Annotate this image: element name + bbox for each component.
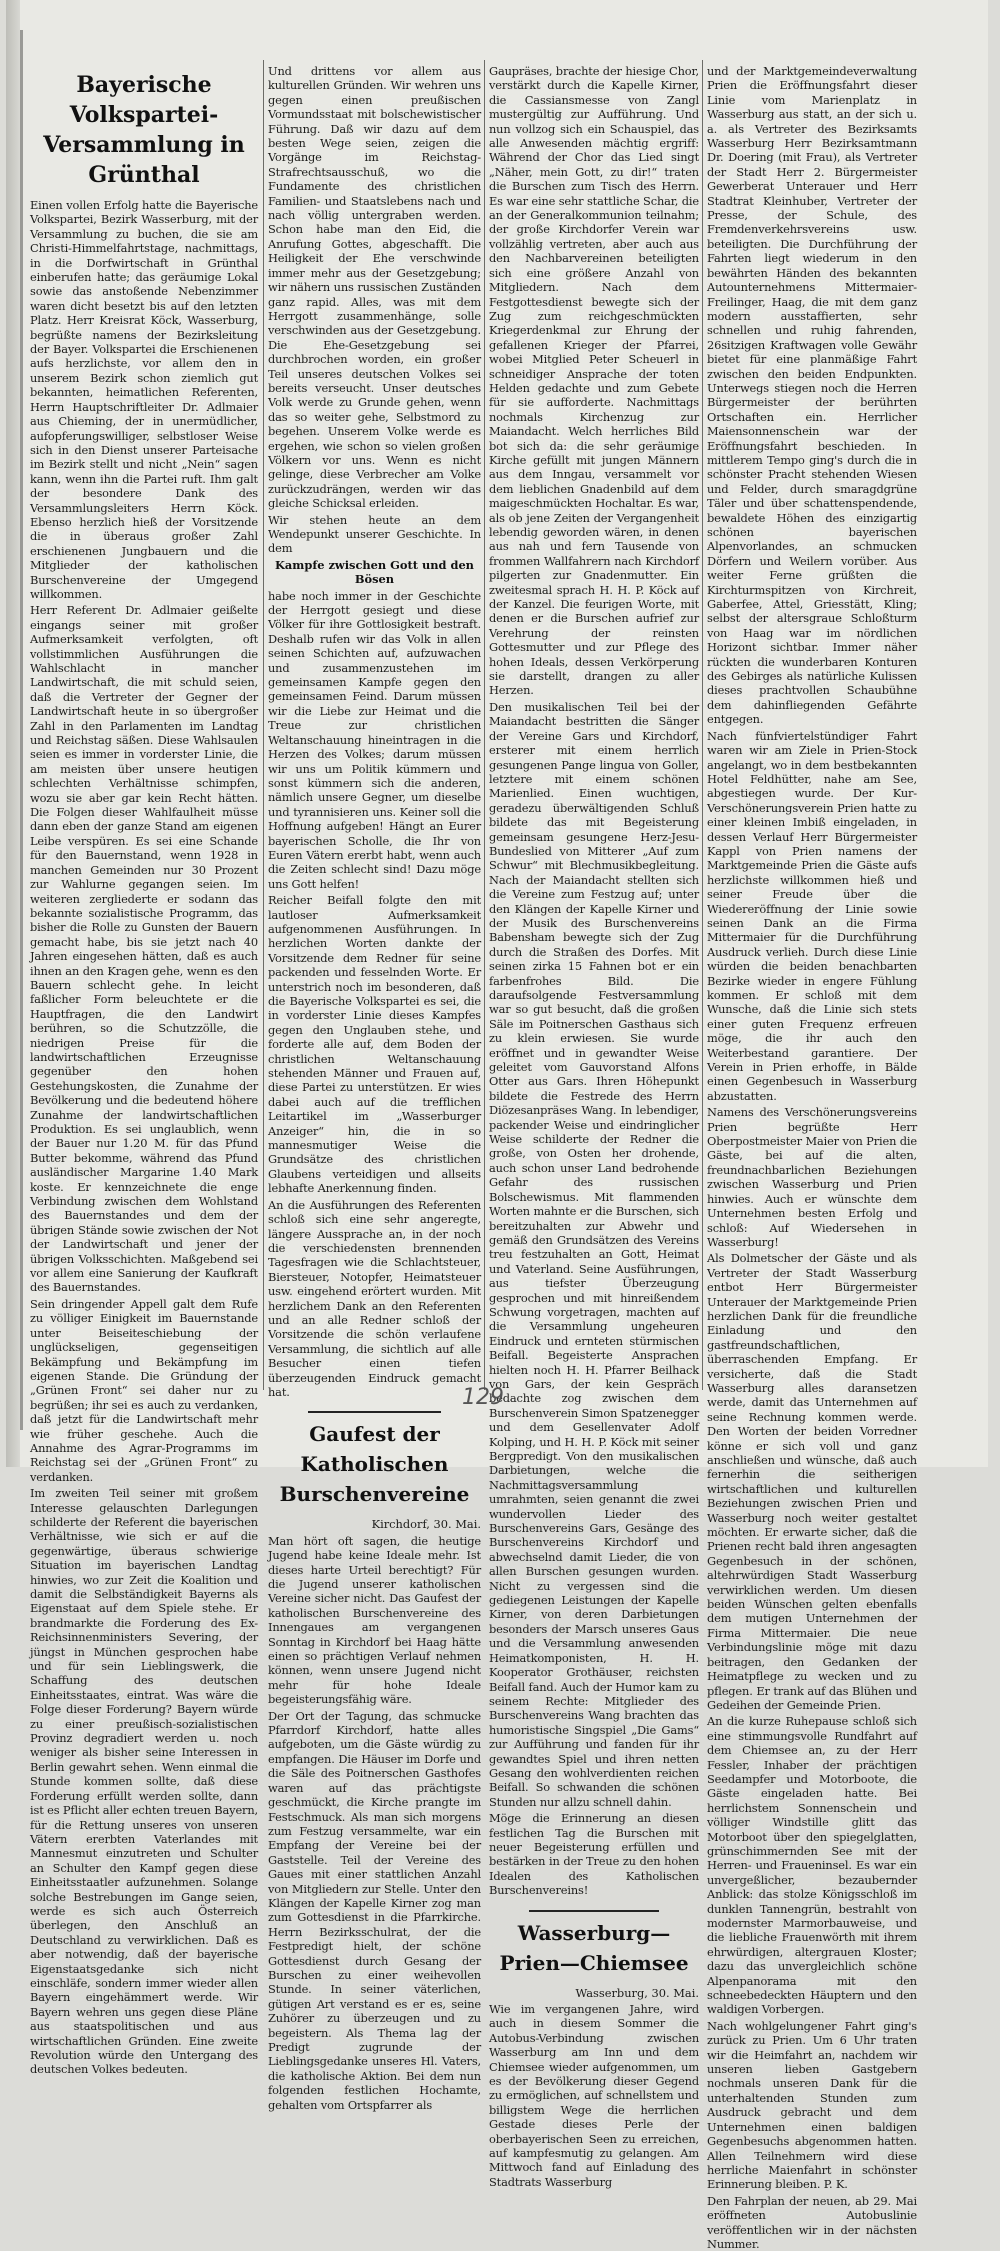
- column-4: [707, 64, 917, 2251]
- article-paragraph: Gaupräses, brachte der hiesige Chor, verstärkt durch die Kapelle Kirner, die Cassiansmesse von Zangl mustergültig zur Aufführung. Und nun vollzog sich ein Schauspiel, das alle Anwesenden mächtig ergriff: Während der Chor das Lied singt „Näher, mein Gott, zu dir!“ traten die Burschen zum Tisch des Herrn. Es war eine sehr stattliche Schar, die an der Generalkommunion teilnahm; der große Kirchdorfer Verein war vollzählig vertreten, aber auch aus den Nachbarvereinen beteiligten sich eine größere Anzahl von Mitgliedern. Nach dem Festgottesdienst bewegte sich der Zug zum reichgeschmückten Kriegerdenkmal zur Ehrung der gefallenen Krieger der Pfarrei, wobei Mitglied Peter Scheuerl in schneidiger Ansprache der toten Helden gedachte und zum Gebete für sie aufforderte. Nachmittags nochmals Kirchenzug zur Maiandacht. Welch herrliches Bild bot sich da: die sehr geräumige Kirche gefüllt mit jungen Männern aus dem Inngau, versammelt vor dem lieblichen Gnadenbild auf dem maigeschmückten Hochaltar. Es war, als ob jene Zeiten der Vergangenheit lebendig geworden wären, in denen aus nah und fern Tausende von frommen Wallfahrern nach Kirchdorf pilgerten zur Gnadenmutter. Ein zweitesmal sprach H. H. P. Köck auf der Kanzel. Die feurigen Worte, mit denen er die Burschen aufrief zur Verehrung der reinsten Gottesmutter und zur Pflege des hohen Ideals, dessen Verkörperung sie darstellt, drangen zu aller Herzen.: [489, 64, 699, 698]
- article-paragraph: habe noch immer in der Geschichte der Herrgott gesiegt und diese Völker für ihre Gottlosigkeit bestraft. Deshalb rufen wir das Volk in allen seinen Schichten auf, aufzuwachen und zusammenzustehen im gemeinsamen Kampfe gegen den gemeinsamen Feind. Darum müssen wir die Liebe zur Heimat und die Treue zur christlichen Weltanschauung hineintragen in die Herzen des Volkes; darum müssen wir uns um Politik kümmern und sonst kümmern sich die anderen, nämlich unsere Gegner, um dieselbe und tyrannisieren uns. Keiner soll die Hoffnung aufgeben! Hängt an Eurer bayerischen Scholle, die Ihr von Euren Vätern ererbt habt, wenn auch die Zeiten schlecht sind! Dazu möge uns Gott helfen!: [268, 588, 481, 891]
- article-paragraph: und der Marktgemeindeverwaltung Prien die Eröffnungsfahrt dieser Linie vom Marienplatz in Wasserburg aus statt, an der sich u. a. als Vertreter des Bezirksamts Wasserburg Herr Bezirksamtmann Dr. Doering (mit Frau), als Vertreter der Stadt Herr 2. Bürgermeister Gewerberat Unterauer und Herr Stadtrat Kleinhuber, Vertreter der Presse, der Schule, des Fremdenverkehrsvereins usw. beteiligten. Die Durchführung der Fahrten liegt wiederum in den bewährten Händen des bekannten Autounternehmens Mittermaier-Freilinger, Haag, die mit dem ganz modern ausstaffierten, sehr schnellen und ruhig fahrenden, 26sitzigen Kraftwagen volle Gewähr bietet für eine planmäßige Fahrt zwischen den beiden Endpunkten. Unterwegs stiegen noch die Herren Bürgermeister der berührten Ortschaften ein. Herrlicher Maiensonnenschein war der Eröffnungsfahrt beschieden. In mittlerem Tempo ging's durch die in schönster Pracht stehenden Wiesen und Felder, durch smaragdgrüne Täler und über schattenspendende, bewaldete Höhen des einzigartig schönen bayerischen Alpenvorlandes, an schmucken Dörfern und Weilern vorüber. Aus weiter Ferne grüßten die Kirchturmspitzen von Kirchreit, Gaberfee, Attel, Griesstätt, Kling; selbst der altersgraue Schloßturm von Haag war im nördlichen Horizont sichtbar. Immer näher rückten die wunderbaren Konturen des Gebirges als natürliche Kulissen dieses prachtvollen Schaubühne dem dahinfliegenden Gefährte entgegen.: [707, 64, 917, 727]
- handwritten-page-number: 129: [462, 1385, 504, 1410]
- article-headline: Wasserburg—Prien—Chiemsee: [499, 1920, 689, 1975]
- column-rule-2: [484, 60, 485, 1390]
- article-paragraph: Als Dolmetscher der Gäste und als Vertreter der Stadt Wasserburg entbot Herr Bürgermeister Unterauer der Marktgemeinde Prien herzlichen Dank für die freundliche Einladung und den gastfreundschaftlichen, überraschenden Empfang. Er versicherte, daß die Stadt Wasserburg alles daransetzen werde, damit das Unternehmen auf seine Rechnung kommen werde. Den Worten der beiden Vorredner könne er sich voll und ganz anschließen und wünsche, daß auch fernerhin die seitherigen wirtschaftlichen und kulturellen Beziehungen zwischen Prien und Wasserburg noch weiter gestaltet möchten. Er erwarte sicher, daß die Prienen recht bald ihren angesagten Gegenbesuch in der schönen, altehrwürdigen Stadt Wasserburg verwirklichen werden. Um diesen beiden Wünschen gelten ebenfalls dem mutigen Unternehmen der Firma Mittermaier. Die neue Verbindungslinie möge mit dazu beitragen, den Gedanken der Heimatpflege zu wecken und zu pflegen. Er trank auf das Blühen und Gedeihen der Gemeinde Prien.: [707, 1251, 917, 1712]
- section-separator: [308, 1411, 441, 1413]
- newspaper-page: [6, 0, 988, 2251]
- article-paragraph: Namens des Verschönerungsvereins Prien begrüßte Herr Oberpostmeister Maier von Prien die Gäste, bei auf die alten, freundnachbarlichen Beziehungen zwischen Wasserburg und Prien hinwies. Auch er wünschte dem Unternehmen besten Erfolg und schloß: Auf Wiedersehen in Wasserburg!: [707, 1105, 917, 1249]
- article-dateline: Kirchdorf, 30. Mai.: [371, 1517, 481, 1532]
- article-paragraph: Den musikalischen Teil bei der Maiandacht bestritten die Sänger der Vereine Gars und Kirchdorf, ersterer mit einem herrlich gesungenen Pange lingua von Goller, letztere mit einem schönen Marienlied. Einen wuchtigen, geradezu überwältigenden Schluß bildete das mit Begeisterung gemeinsam gesungene Herz-Jesu-Bundeslied von Mitterer „Auf zum Schwur“ mit Blechmusikbegleitung. Nach der Maiandacht stellten sich die Vereine zum Festzug auf; unter den Klängen der Kapelle Kirner und der Musik des Burschenvereins Babensham bewegte sich der Zug durch die Straßen des Dorfes. Mit seinen zirka 15 Fahnen bot er ein farbenfrohes Bild. Die daraufsolgende Festversammlung war so gut besucht, daß die großen Säle im Poitnerschen Gasthaus sich zu klein erwiesen. Sie wurde eröffnet und in gewandter Weise geleitet vom Gauvorstand Alfons Otter aus Gars. Ihren Höhepunkt bildete die Festrede des Herrn Diözesanpräses Wang. In lebendiger, packender Weise und eindringlicher Weise schilderte der Redner die große, von Osten her drohende, auch schon unser Land bedrohende Gefahr des russischen Bolschewismus. Mit flammenden Worten mahnte er die Burschen, sich bereitzuhalten zur Abwehr und gemäß den Grundsätzen des Vereins treu festzuhalten an Gott, Heimat und Vaterland. Seine Ausführungen, aus tiefster Überzeugung gesprochen und mit hinreißendem Schwung vorgetragen, machten auf die Versammlung ungeheuren Eindruck und ernteten stürmischen Beifall. Begeisterte Ansprachen hielten noch H. H. Pfarrer Beilhack von Gars, der kein Gespräch bedachte zog zwischen dem Burschenverein Simon Spatzenegger und dem Gesellenvater Adolf Kolping, und H. H. P. Köck mit seiner Bergpredigt. Von den musikalischen Darbietungen, welche die Nachmittagsversammlung umrahmten, seien genannt die zwei wundervollen Lieder des Burschenvereins Gars, Gesänge des Burschenvereins Kirchdorf und abwechselnd damit Lieder, die von allen Burschen gesungen wurden. Nicht zu vergessen sind die gediegenen Leistungen der Kapelle Kirner, von deren Darbietungen besonders der Marsch unseres Gaus und die Versammlung anwesenden Heimatkomponisten, H. H. Kooperator Grothäuser, reichsten Beifall fand. Auch der Humor kam zu seinem Rechte: Mitglieder des Burschenvereins Wang brachten das humoristische Singspiel „Die Gams“ zur Aufführung und fanden für ihr gewandtes Spiel und ihren netten Gesang den wohlverdienten reichen Beifall. So schwanden die schönen Stunden nur allzu schnell dahin.: [489, 699, 699, 1809]
- article-paragraph: Im zweiten Teil seiner mit großem Interesse gelauschten Darlegungen schilderte der Referent die bayerischen Verhältnisse, wie sich er auf die gegenwärtige, überaus schwierige Situation im bayerischen Landtag hinwies, wo zur Zeit die Koalition und damit die Selbständigkeit Bayerns als Eigenstaat auf dem Spiele stehe. Er brandmarkte die Forderung des Ex-Reichsinnenministers Severing, der jüngst in München gesprochen habe und für sein Lieblingswerk, die Schaffung des deutschen Einheitsstaates, eintrat. Was wäre die Folge dieser Forderung? Bayern würde zu einer preußisch-sozialistischen Provinz degradiert werden u. noch weniger als bisher seine Interessen in Berlin gewahrt sehen. Wenn einmal die Stunde kommen sollte, daß diese Forderung erfüllt werden sollte, dann ist es Pflicht aller echten treuen Bayern, für die Rettung unseres von unseren Vätern ererbten Vaterlandes mit Mannesmut einzutreten und Schulter an Schulter den Kampf gegen diese Einheitsstaatler aufzunehmen. Solange solche Bestrebungen im Gange seien, werde es sich auch Österreich überlegen, den Anschluß an Deutschland zu verwirklichen. Daß es aber notwendig, daß der bayerische Eigenstaatsgedanke sich nicht einschläfe, sondern immer wieder allen Bayern eingehämmert werde. Wir Bayern wehren uns gegen diese Pläne aus staatspolitischen und aus wirtschaftlichen Gründen. Eine zweite Revolution würde den Untergang des deutschen Volkes bedeuten.: [30, 1486, 258, 2077]
- column-rule-1: [263, 60, 264, 1390]
- article-dateline: Wasserburg, 30. Mai.: [575, 1985, 699, 2000]
- article-paragraph: Wie im vergangenen Jahre, wird auch in diesem Sommer die Autobus-Verbindung zwischen Wasserburg am Inn und dem Chiemsee wieder aufgenommen, um es der Bevölkerung dieser Gegend zu ermöglichen, auf schnellstem und billigstem Wege die herrlichen Gestade dieses Perle der oberbayerischen Seen zu erreichen, auf kampfesmutig zu gelangen. Am Mittwoch fand auf Einladung des Stadtrats Wasserburg: [489, 2002, 699, 2189]
- column-rule-3: [702, 60, 703, 1390]
- article-paragraph: An die Ausführungen des Referenten schloß sich eine sehr angeregte, längere Aussprache an, in der noch die verschiedensten brennenden Tagesfragen wie die Schlachtsteuer, Biersteuer, Notopfer, Heimatsteuer usw. eingehend erörtert wurden. Mit herzlichem Dank an den Referenten und an alle Redner schloß der Vorsitzende die schön verlaufene Versammlung, die sichtlich auf alle Besucher einen tiefen überzeugenden Eindruck gemacht hat.: [268, 1197, 481, 1399]
- article-paragraph: Der Ort der Tagung, das schmucke Pfarrdorf Kirchdorf, hatte alles aufgeboten, um die Gäste würdig zu empfangen. Die Häuser im Dorfe und die Säle des Poitnerschen Gasthofes waren auf das prächtigste geschmückt, die Kirche prangte im Festschmuck. Als man sich morgens zum Festzug versammelte, war ein Empfang der Vereine bei der Gaststelle. Teil der Vereine des Gaues mit einer stattlichen Anzahl von Mitgliedern zur Stelle. Unter den Klängen der Kapelle Kirner zog man zum Gottesdienst in die Pfarrkirche. Herrn Bezirksschulrat, der die Festpredigt hielt, der schöne Gottesdienst durch Gesang der Burschen zu einer weihevollen Stunde. In seiner väterlichen, gütigen Art verstand es er es, seine Zuhörer zu überzeugen und zu begeistern. Als Thema lag der Predigt zugrunde der Lieblingsgedanke unseres Hl. Vaters, die katholische Aktion. Bei dem nun folgenden festlichen Hochamte, gehalten vom Ortspfarrer als: [268, 1708, 481, 2112]
- column-3: [489, 64, 699, 2189]
- column-1: [30, 64, 258, 2077]
- article-paragraph: Den Fahrplan der neuen, ab 29. Mai eröffneten Autobuslinie veröffentlichen wir in der nächsten Nummer.: [707, 2193, 917, 2251]
- article-headline: Bayerische Volkspartei-Versammlung in Grünthal: [43, 72, 245, 188]
- article-paragraph: Nach fünfviertelstündiger Fahrt waren wir am Ziele in Prien-Stock angelangt, wo in dem bestbekannten Hotel Feldhütter, nahe am See, abgestiegen wurde. Der Kur-Verschönerungsverein Prien hatte zu einer kleinen Imbiß eingeladen, in dessen Verlauf Herr Bürgermeister Kappl von Prien namens der Marktgemeinde Prien die Gäste aufs herzlichste willkommen hieß und seiner Freude über die Wiedereröffnung der Linie sowie seinen Dank an die Firma Mittermaier für die Durchführung Ausdruck verlieh. Durch diese Linie würden die beiden benachbarten Bezirke wieder in engere Fühlung kommen. Er schloß mit dem Wunsche, daß die Linie sich stets einer guten Frequenz erfreuen möge, die ihr auch den Weiterbestand garantiere. Der Verein in Prien erhoffe, in Bälde einen Gegenbesuch in Wasserburg abzustatten.: [707, 728, 917, 1103]
- scan-edge: [6, 0, 20, 1467]
- article-paragraph: An die kurze Ruhepause schloß sich eine stimmungsvolle Rundfahrt auf dem Chiemsee an, zu der Herr Fessler, Inhaber der prächtigen Seedampfer und Motorboote, die Gäste eingeladen hatte. Bei herrlichstem Sonnenschein und völliger Windstille glitt das Motorboot über den spiegelglatten, grünschimmernden See mit der Herren- und Fraueninsel. Es war ein unvergeßlicher, bezaubernder Anblick: das stolze Königsschloß im dunklen Tannengrün, bestrahlt von modernster Marmorbauweise, und die liebliche Frauenwörth mit ihrem ehrwürdigen, altergrauen Kloster; dazu das unvergleichlich schöne Alpenpanorama mit den schneebedeckten Häuptern und den waldigen Vorbergen.: [707, 1714, 917, 2017]
- article-paragraph: Möge die Erinnerung an diesen festlichen Tag die Burschen mit neuer Begeisterung erfüllen und bestärken in der Treue zu den hohen Idealen des Katholischen Burschenvereins!: [489, 1811, 699, 1898]
- article-paragraph: Nach wohlgelungener Fahrt ging's zurück zu Prien. Um 6 Uhr traten wir die Heimfahrt an, nachdem wir unseren lieben Gastgebern nochmals unseren Dank für die unterhaltenden Stunden zum Ausdruck gebracht und dem Unternehmen einen baldigen Gegenbesuchs abgenommen hatten. Allen Teilnehmern wird diese herrliche Maienfahrt in schönster Erinnerung bleiben. P. K.: [707, 2018, 917, 2192]
- binding-line: [20, 30, 23, 1430]
- article-paragraph: Sein dringender Appell galt dem Rufe zu völliger Einigkeit im Bauernstande unter Beiseiteschiebung der unglückseligen, gegenseitigen Bekämpfung und Bekämpfung im eigenen Stande. Die Gründung der „Grünen Front“ sei daher nur zu begrüßen; ihr sei es auch zu verdanken, daß jetzt für die Landwirtschaft mehr wie früher geschehe. Auch die Annahme des Agrar-Programms im Reichstag sei der „Grünen Front“ zu verdanken.: [30, 1296, 258, 1484]
- article-paragraph: Und drittens vor allem aus kulturellen Gründen. Wir wehren uns gegen einen preußischen Vormundsstaat mit bolschewistischer Führung. Daß wir dazu auf dem besten Wege seien, zeigen die Vorgänge im Reichstag-Strafrechtsausschuß, wo die Fundamente des christlichen Familien- und Staatslebens nach und nach völlig untergraben werden. Schon habe man den Eid, die Anrufung Gottes, abgeschafft. Die Heiligkeit der Ehe verschwinde immer mehr aus der Gesetzgebung; wir nähern uns russischen Zuständen ganz rapid. Alles, was mit dem Herrgott zusammenhänge, solle verschwinden aus der Gesetzgebung. Die Ehe-Gesetzgebung sei durchbrochen worden, ein großer Teil unseres deutschen Volkes sei bereits verseucht. Unser deutsches Volk werde zu Grunde gehen, wenn das so weiter gehe, Selbstmord zu begehen. Unserem Volke werde es ergehen, wie schon so vielen großen Völkern vor uns. Wenn es nicht gelinge, diese Verbrecher am Volke zurückzudrängen, werden wir das gleiche Schicksal erleiden.: [268, 64, 481, 511]
- article-paragraph: Einen vollen Erfolg hatte die Bayerische Volkspartei, Bezirk Wasserburg, mit der Versammlung zu buchen, die sie am Christi-Himmelfahrtstage, nachmittags, in die Dorfwirtschaft in Grünthal einberufen hatte; das geräumige Lokal sowie das anstoßende Nebenzimmer waren dicht besetzt bis auf den letzten Platz. Herr Kreisrat Köck, Wasserburg, begrüßte namens der Bezirksleitung der Bayer. Volkspartei die Erschienenen aufs herzlichste, vor allem den in unserem Bezirk schon ziemlich gut bekannten, heimatlichen Referenten, Herrn Hauptschriftleiter Dr. Adlmaier aus Chieming, der in unermüdlicher, aufopferungswilliger, selbstloser Weise sich in den Dienst unserer Parteisache im Bezirk stellt und nicht „Nein“ sagen kann, wenn ihn die Partei ruft. Ihm galt der besondere Dank des Versammlungsleiters Herrn Köck. Ebenso herzlich hieß der Vorsitzende die in überaus großer Zahl erschienenen Jungbauern und die Mitglieder der katholischen Burschenvereine der Umgegend willkommen.: [30, 198, 258, 601]
- article-paragraph: Wir stehen heute an dem Wendepunkt unserer Geschichte. In dem: [268, 512, 481, 556]
- section-separator: [529, 1910, 659, 1912]
- article-subheading: Kampfe zwischen Gott und den Bösen: [275, 557, 474, 587]
- article-paragraph: Herr Referent Dr. Adlmaier geißelte eingangs seiner mit großer Aufmerksamkeit verfolgten, oft vollstimmlichen Ausführungen die Wahlschlacht in mancher Landwirtschaft, die mit schuld seien, daß die Vertreter der Gegner der Landwirtschaft heute in so übergroßer Zahl in den Parlamenten im Landtag und Reichstag säßen. Diese Wahlsaulen seien es immer in vorderster Linie, die am meisten über unsere heutigen schlechten Verhältnisse schimpfen, wozu sie aber gar kein Recht hätten. Die Folgen dieser Wahlfaulheit müsse dann eben der ganze Stand am eigenen Leibe verspüren. Es sei eine Schande für den Bauernstand, wenn 1928 in manchen Gemeinden nur 30 Prozent zur Wahlurne gegangen seien. Im weiteren zergliederte er sodann das bekannte sozialistische Programm, das bisher die Rolle zu Gunsten der Bauern gemacht habe, bis sie jetzt nach 40 Jahren eingesehen hätten, daß es auch ihnen an den Kragen gehe, wenn es den Bauern schlecht gehe. In leicht faßlicher Form beleuchtete er die Hauptfragen, die den Landwirt berühren, so die Schutzzölle, die niedrigen Preise für die landwirtschaftlichen Erzeugnisse gegenüber den hohen Gestehungskosten, die Zunahme der Bevölkerung und die bedeutend höhere Zunahme der landwirtschaftlichen Produktion. Es sei unglaublich, wenn der Bauer nur 1.20 M. für das Pfund Butter bekomme, während das Pfund ausländischer Margarine 1.40 Mark koste. Er kennzeichnete die enge Verbindung zwischen dem Wohlstand des Bauernstandes und dem der übrigen Stände sowie zwischen der Not der Landwirtschaft und jener der übrigen Volksschichten. Maßgebend sei vor allem eine Sanierung der Kaufkraft des Bauernstandes.: [30, 603, 258, 1295]
- column-2: [268, 64, 481, 2112]
- article-paragraph: Man hört oft sagen, die heutige Jugend habe keine Ideale mehr. Ist dieses harte Urteil berechtigt? Für die Jugend unserer katholischen Vereine sicher nicht. Das Gaufest der katholischen Burschenvereine des Innengaues am vergangenen Sonntag in Kirchdorf bei Haag hätte einen so prächtigen Verlauf nehmen können, wenn unsere Jugend nicht mehr für hohe Ideale begeisterungsfähig wäre.: [268, 1533, 481, 1707]
- article-headline: Gaufest der Katholischen Burschenvereine: [279, 1422, 470, 1507]
- article-paragraph: Reicher Beifall folgte den mit lautloser Aufmerksamkeit aufgenommenen Ausführungen. In herzlichen Worten dankte der Vorsitzende dem Redner für seine packenden und fesselnden Worte. Er unterstrich noch im besonderen, daß die Bayerische Volkspartei es sei, die in vorderster Linie dieses Kampfes gegen den Unglauben stehe, und forderte alle auf, dem Boden der christlichen Weltanschauung stehenden Männer und Frauen auf, diese Partei zu unterstützen. Er wies dabei auch auf die trefflichen Leitartikel im „Wasserburger Anzeiger“ hin, die in so mannesmutiger Weise die Grundsätze des christlichen Glaubens verteidigen und allseits lebhafte Anerkennung finden.: [268, 893, 481, 1196]
